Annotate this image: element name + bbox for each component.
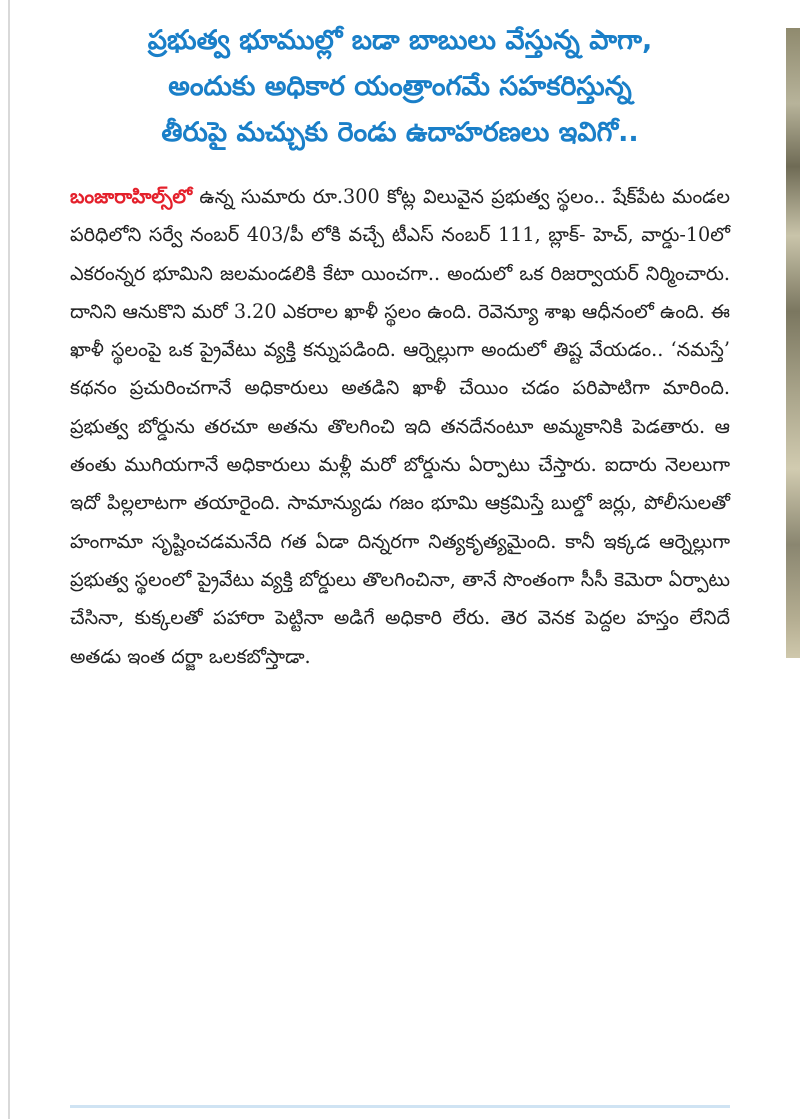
headline-line-1: ప్రభుత్వ భూముల్లో బడా బాబులు వేస్తున్న పాగా, [147, 25, 653, 56]
news-article [70, 18, 730, 676]
article-body-text: ఉన్న సుమారు రూ.300 కోట్ల విలువైన ప్రభుత్వ స్థలం.. షేక్‌పేట మండల పరిధిలోని సర్వే నంబర్ 403/పీ లోకి వచ్చే టీఎస్ నంబర్ 111, బ్లాక్- హెచ్, వార్డు-10లో ఎకరంన్నర భూమిని జలమండలికి కేటా యించగా.. అందులో ఒక రిజర్వాయర్ నిర్మించారు. దానిని ఆనుకొని మరో 3.20 ఎకరాల ఖాళీ స్థలం ఉంది. రెవెన్యూ శాఖ ఆధీనంలో ఉంది. ఈ ఖాళీ స్థలంపై ఒక ప్రైవేటు వ్యక్తి కన్నుపడింది. ఆర్నెల్లుగా అందులో తిష్ట వేయడం.. ‘నమస్తే’ కథనం ప్రచురించగానే అధికారులు అతడిని ఖాళీ చేయిం చడం పరిపాటిగా మారింది. ప్రభుత్వ బోర్డును తరచూ అతను తొలగించి ఇది తనదేనంటూ అమ్మకానికి పెడతారు. ఆ తంతు ముగియగానే అధికారులు మళ్లీ మరో బోర్డును ఏర్పాటు చేస్తారు. ఐదారు నెలలుగా ఇదో పిల్లలాటగా తయారైంది. సామాన్యుడు గజం భూమి ఆక్రమిస్తే బుల్డో జర్లు, పోలీసులతో హంగామా సృష్టించడమనేది గత ఏడా దిన్నరగా నిత్యకృత్యమైంది. కానీ ఇక్కడ ఆర్నెల్లుగా ప్రభుత్వ స్థలంలో ప్రైవేటు వ్యక్తి బోర్డులు తొలగించినా, తానే సొంతంగా సీసీ కెమెరా ఏర్పాటు చేసినా, కుక్కలతో పహారా పెట్టినా అడిగే అధికారి లేరు. తెర వెనక పెద్దల హస్తం లేనిదే అతడు ఇంత దర్జా ఒలకబోస్తాడా. [70, 185, 730, 668]
headline-line-3: తీరుపై మచ్చుకు రెండు ఉదాహరణలు ఇవిగో.. [161, 117, 639, 148]
adjacent-column-fragment [758, 28, 800, 1088]
adjacent-photo-edge [786, 28, 800, 658]
article-headline [70, 18, 730, 156]
headline-line-2: అందుకు అధికార యంత్రాంగమే సహకరిస్తున్న [168, 71, 632, 102]
article-body [70, 178, 730, 676]
bottom-divider [70, 1105, 730, 1108]
column-divider-left [8, 0, 10, 1119]
article-lead-word: బంజారాహిల్స్‌లో [70, 185, 193, 208]
